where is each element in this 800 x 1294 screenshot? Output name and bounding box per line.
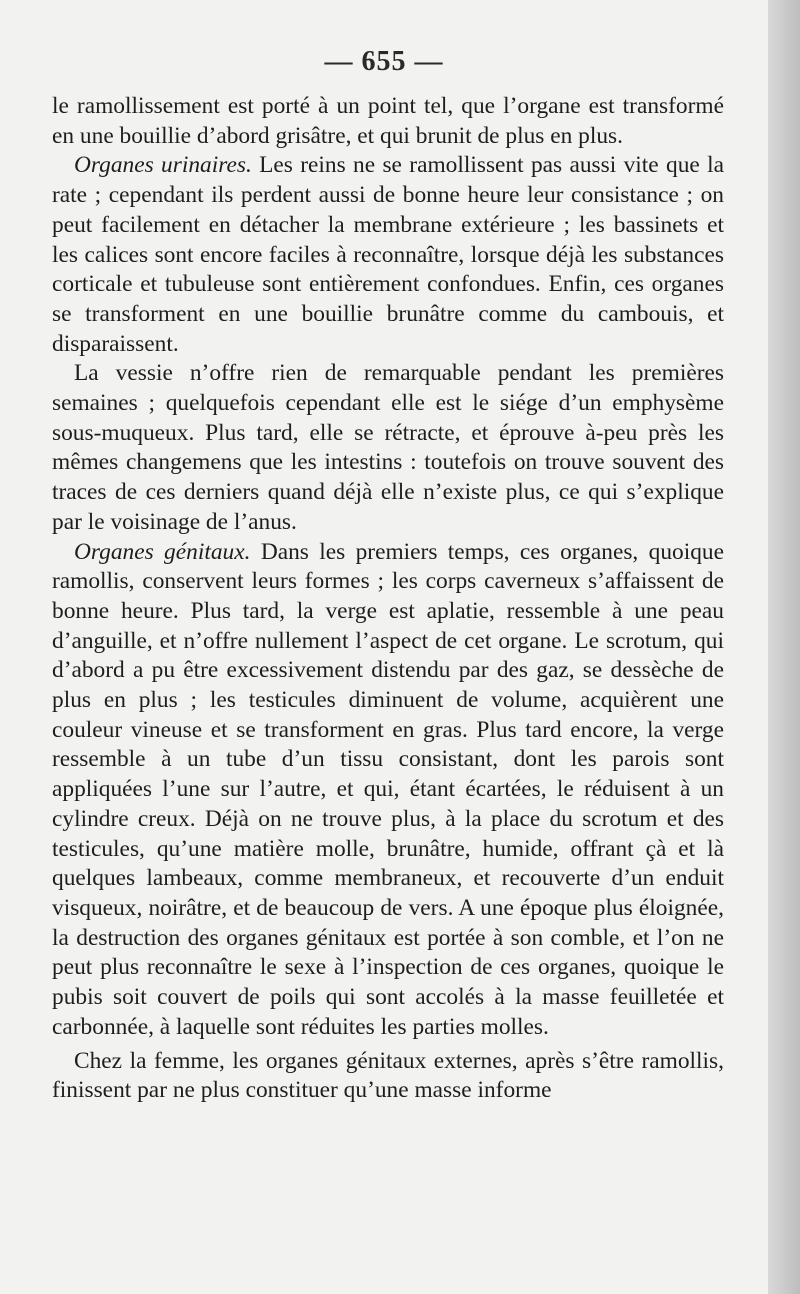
paragraph-text: Dans les premiers temps, ces organes, quoique ramollis, conservent leurs formes ; les corps caverneux s’affaissent de bonne heure. Plus tard, la verge est aplatie, ressemble à une peau d’anguille, et n’offre nullement l’aspect de cet organe. Le scrotum, qui d’abord a pu être excessivement distendu par des gaz, se dessèche de plus en plus ; les testicules diminuent de volume, acquièrent une couleur vineuse et se transforment en gras. Plus tard encore, la verge ressemble à un tube d’un tissu consistant, dont les parois sont appliquées l’une sur l’autre, et qui, étant écartées, le réduisent à un cylindre creux. Déjà on ne trouve plus, à la place du scrotum et des testicules, qu’une matière molle, brunâtre, humide, offrant çà et là quelques lambeaux, comme membraneux, et recouverte d’un enduit visqueux, noirâtre, et de beaucoup de vers. A une époque plus éloignée, la destruction des organes génitaux est portée à son comble, et l’on ne peut plus reconnaître le sexe à l’inspection de ces organes, quoique le pubis soit couvert de poils qui sont accolés à la masse feuilletée et carbonnée, à laquelle sont réduites les parties molles. bbox=[52, 538, 724, 1040]
paragraph-text: La vessie n’offre rien de remarquable pendant les premières semaines ; quelquefois cependant elle est le siége d’un emphysème sous-muqueux. Plus tard, elle se rétracte, et éprouve à-peu près les mêmes changemens que les intestins : toutefois on trouve souvent des traces de ces derniers quand déjà elle n’existe plus, ce qui s’explique par le voisinage de l’anus. bbox=[52, 360, 724, 535]
paragraph-text: le ramollissement est porté à un point tel, que l’organe est transformé en une bouillie d’abord grisâtre, et qui brunit de plus en plus. bbox=[52, 93, 724, 149]
paragraph-text: Chez la femme, les organes génitaux externes, après s’être ramollis, finissent par ne plus constituer qu’une masse informe bbox=[52, 1047, 724, 1104]
paragraph-femme bbox=[52, 1047, 724, 1106]
paragraph-vessie bbox=[52, 359, 724, 537]
page-number: — 655 — bbox=[324, 46, 444, 77]
page-edge-shadow bbox=[768, 0, 800, 1294]
body-text bbox=[52, 92, 724, 1106]
paragraph-continuation bbox=[52, 92, 724, 151]
section-heading-urinaires: Organes urinaires. bbox=[74, 152, 252, 179]
section-heading-genitaux: Organes génitaux. bbox=[74, 538, 251, 565]
paragraph-organes-urinaires bbox=[52, 151, 724, 359]
paragraph-text: Les reins ne se ramollissent pas aussi vite que la rate ; cependant ils perdent aussi de bonne heure leur consistance ; on peut facilement en détacher la membrane extérieure ; les bassinets et les calices sont encore faciles à reconnaître, lorsque déjà les substances corticale et tubuleuse sont entièrement confondues. Enfin, ces organes se transforment en une bouillie brunâtre comme du cambouis, et disparaissent. bbox=[52, 152, 724, 357]
paragraph-organes-genitaux bbox=[52, 538, 724, 1043]
